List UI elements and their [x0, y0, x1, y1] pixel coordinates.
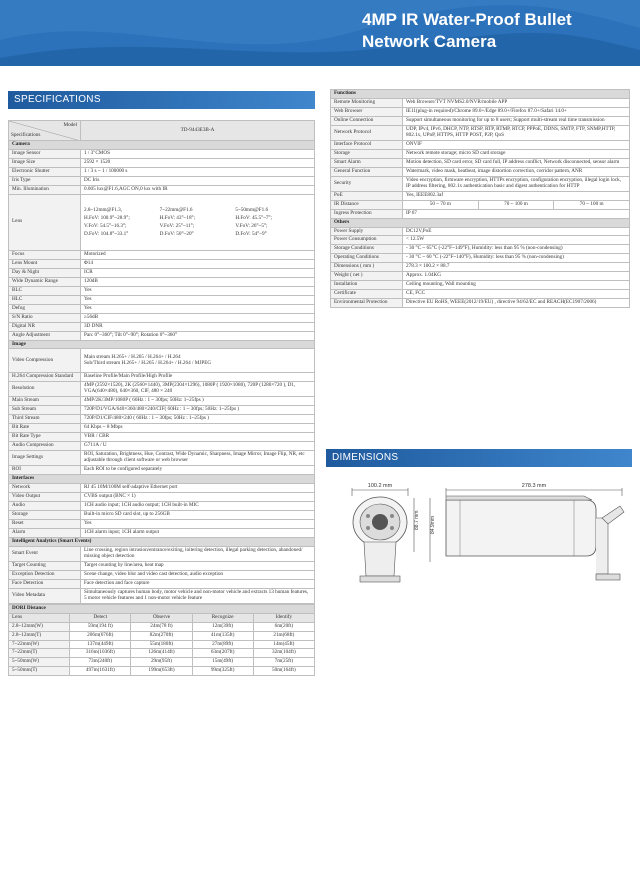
spec-row — [331, 263, 630, 272]
spec-key: Smart Alarm — [331, 158, 403, 167]
lens-option-2: 7~22mm@F1.6 H.FoV: 43°~18°; V.FoV: 25°~11°; D.FoV: 50°~20° — [159, 207, 196, 238]
dori-row — [9, 622, 315, 631]
spec-row — [331, 167, 630, 176]
spec-key: Weight ( net ) — [331, 272, 403, 281]
spec-key: Operating Conditions — [331, 254, 403, 263]
dori-row — [9, 658, 315, 667]
spec-row — [331, 272, 630, 281]
spec-value: 3D DNR — [81, 322, 315, 331]
spec-value: IE11(plug-in required)/Chrome 89.0+/Edge 89.0+/Firefox 87.0+/Safari 14.0+ — [403, 107, 630, 116]
spec-value: Line crossing, region intrusion/entrance/exiting, loitering detection, illegal parking detection, abandoned/ missing object detection — [81, 546, 315, 561]
spec-row — [331, 125, 630, 140]
spec-row — [9, 579, 315, 588]
header-banner — [0, 0, 640, 66]
spec-value: VBR / CBR — [81, 433, 315, 442]
interfaces-group: Interfaces — [9, 475, 315, 484]
spec-value: Yes — [81, 304, 315, 313]
ir-distance-1: 50 ~ 70 m — [403, 200, 479, 209]
spec-row — [9, 442, 315, 451]
dori-cell: 41m(135ft) — [192, 631, 253, 640]
spec-row — [331, 299, 630, 308]
spec-key: Environmental Protection — [331, 299, 403, 308]
spec-value: 1 / 3 s ~ 1 / 100000 s — [81, 167, 315, 176]
spec-key: Face Detection — [9, 579, 81, 588]
page-title: 4MP IR Water-Proof Bullet Network Camera — [362, 10, 572, 51]
spec-value: CE, FCC — [403, 290, 630, 299]
spec-value: Target counting by line/area, heat map — [81, 561, 315, 570]
dori-cell: 206m(676ft) — [70, 631, 131, 640]
spec-key: Bit Rate — [9, 424, 81, 433]
dori-cell: 24m(78 ft) — [131, 622, 192, 631]
spec-row — [9, 484, 315, 493]
dori-header-cell: Observe — [131, 613, 192, 622]
spec-key: Image Settings — [9, 451, 81, 466]
spec-row — [9, 466, 315, 475]
spec-value: ICR — [81, 268, 315, 277]
spec-row — [331, 140, 630, 149]
spec-value: 720P/D1/CIF/480×240 ( 60Hz : 1 ~ 30fps; 50Hz : 1~25fps ) — [81, 415, 315, 424]
spec-value: Watermark, video mask, heatbeat, image distortion correction, corridor pattern, ANR — [403, 167, 630, 176]
specifications-table — [8, 120, 315, 676]
dori-cell: 14m(45ft) — [253, 640, 314, 649]
spec-value: 0.005 lux@F1.6,AGC ON,0 lux with IR — [81, 185, 315, 194]
spec-key: Image Sensor — [9, 149, 81, 158]
camera-dimension-diagram — [334, 476, 630, 596]
dori-cell: 7~22mm(T) — [9, 649, 70, 658]
spec-row — [9, 158, 315, 167]
spec-value: Yes — [81, 286, 315, 295]
spec-key: Angle Adjustment — [9, 331, 81, 340]
spec-key: Sub Stream — [9, 406, 81, 415]
dori-row — [9, 631, 315, 640]
spec-row — [331, 254, 630, 263]
spec-value: Motorized — [81, 250, 315, 259]
spec-key: Lens Mount — [9, 259, 81, 268]
dori-cell: 199m(653ft) — [131, 667, 192, 676]
spec-row — [331, 98, 630, 107]
dori-header-cell: Recognize — [192, 613, 253, 622]
spec-value: RJ 45 10M/100M self-adaptive Ethernet port — [81, 484, 315, 493]
dori-cell: 2.8~12mm(W) — [9, 622, 70, 631]
spec-key: Security — [331, 176, 403, 191]
spec-key: Exception Detection — [9, 570, 81, 579]
spec-row — [331, 245, 630, 254]
spec-key: Remote Monitoring — [331, 98, 403, 107]
ir-distance-2: 70 ~ 100 m — [478, 200, 554, 209]
dori-cell: 5~50mm(W) — [9, 658, 70, 667]
width-dimension-label: 100.2 mm — [367, 483, 393, 489]
lens-option-1: 2.8~12mm@F1.3, H.FoV: 100.9°~28.9°; V.FoV: 54.5°~16.3°; D.FoV: 104.8°~33.1° — [84, 207, 130, 238]
dori-cell: 5~50mm(T) — [9, 667, 70, 676]
spec-row — [9, 167, 315, 176]
spec-key: Day & Night — [9, 268, 81, 277]
spec-row — [331, 236, 630, 245]
spec-key: Online Connection — [331, 116, 403, 125]
lens-value — [81, 194, 315, 250]
dori-cell: 21m(68ft) — [253, 631, 314, 640]
spec-key: S/N Ratio — [9, 313, 81, 322]
dori-cell: 99m(325ft) — [192, 667, 253, 676]
spec-value: Pan: 0°~360°; Tilt 0°~90°; Rotation 0°~360° — [81, 331, 315, 340]
spec-value: Scene change, video blur and video cast detection, audio exception — [81, 570, 315, 579]
spec-row — [9, 176, 315, 185]
spec-row — [9, 546, 315, 561]
spec-row — [331, 176, 630, 191]
functions-table — [330, 89, 630, 308]
spec-row — [9, 382, 315, 397]
spec-row — [9, 451, 315, 466]
dori-cell: 32m(104ft) — [253, 649, 314, 658]
dori-cell: 6m(20ft) — [253, 622, 314, 631]
spec-value: Φ14 — [81, 259, 315, 268]
spec-value: 120dB — [81, 277, 315, 286]
spec-row — [9, 149, 315, 158]
dori-cell: 50m(164ft) — [253, 667, 314, 676]
spec-value: Simultaneously captures human body, motor vehicle and non-motor vehicle and extracts 13 human features, 5 motor vehicle features and 1 non-motor vehicle feature — [81, 588, 315, 603]
spec-key: Image Size — [9, 158, 81, 167]
spec-key: Web Browser — [331, 107, 403, 116]
spec-value: DC Iris — [81, 176, 315, 185]
spec-row — [9, 415, 315, 424]
spec-value: Video encryption, firmware encryption, HTTPs encryption, configuration encryption, illegal login lock, IP address filtering, 802.1x authentication basic and digest authentication for HTTP — [403, 176, 630, 191]
spec-row — [9, 433, 315, 442]
spec-key: Defog — [9, 304, 81, 313]
spec-key: Third Stream — [9, 415, 81, 424]
spec-row — [9, 268, 315, 277]
model-header-cell: Model Specifications — [9, 121, 81, 141]
spec-key: HLC — [9, 295, 81, 304]
dori-cell: 137m(449ft) — [70, 640, 131, 649]
spec-row — [331, 107, 630, 116]
spec-value: 4MP (2592×1520), 2K (2560×1440), 3MP(2304×1296), 1080P ( 1920×1080), 720P (1280×720 ), D1, VGA(640×480), 640×360, CIF, 480 × 240 — [81, 382, 315, 397]
spec-value: 278.3 × 100.2 × 88.7 — [403, 263, 630, 272]
spec-key: Storage — [9, 510, 81, 519]
spec-row — [9, 295, 315, 304]
spec-row — [9, 588, 315, 603]
lens-label: Lens — [9, 194, 81, 250]
dori-header-cell: Detect — [70, 613, 131, 622]
dori-cell: 15m(49ft) — [192, 658, 253, 667]
video-compression-label: Video Compression — [9, 349, 81, 373]
spec-value: Yes — [81, 519, 315, 528]
length-dimension-label: 278.3 mm — [521, 483, 547, 489]
spec-key: Network — [9, 484, 81, 493]
camera-group: Camera — [9, 141, 315, 150]
spec-key: Focus — [9, 250, 81, 259]
spec-row — [9, 250, 315, 259]
dori-cell: 59m(194 ft) — [70, 622, 131, 631]
dori-cell: 55m(180ft) — [131, 640, 192, 649]
spec-row — [9, 373, 315, 382]
spec-key: Video Metadata — [9, 588, 81, 603]
dori-cell: 126m(414ft) — [131, 649, 192, 658]
spec-key: Resolution — [9, 382, 81, 397]
spec-value: - 30 °C ~ 60 °C (-22°F~140°F), Humidity: less than 95 % (non-condensing) — [403, 254, 630, 263]
dori-cell: 29m(95ft) — [131, 658, 192, 667]
spec-value: Yes, IEEE802.3af — [403, 191, 630, 200]
spec-key: Digital NR — [9, 322, 81, 331]
spec-row — [9, 277, 315, 286]
others-group: Others — [331, 218, 630, 227]
spec-key: Storage — [331, 149, 403, 158]
functions-group: Functions — [331, 90, 630, 99]
spec-value: Motion detection, SD card error, SD card full, IP address conflict, Network disconnected, sensor alarm — [403, 158, 630, 167]
spec-row — [331, 191, 630, 200]
spec-key: H.264 Compression Standard — [9, 373, 81, 382]
spec-key: Storage Conditions — [331, 245, 403, 254]
spec-value: Yes — [81, 295, 315, 304]
dori-cell: 73m(240ft) — [70, 658, 131, 667]
spec-row — [9, 424, 315, 433]
spec-value: Ceiling mounting, Wall mounting — [403, 281, 630, 290]
spec-value: UDP, IPv4, IPv6, DHCP, NTP, RTSP, RTP, RTMP, RTCP, PPPoE, DDNS, SMTP, FTP, SNMP,HTTP, 802.1x, UPnP, HTTPS, HTTP POST, P2P, QoS — [403, 125, 630, 140]
dori-cell: 316m(1036ft) — [70, 649, 131, 658]
spec-row — [9, 406, 315, 415]
spec-value: ≥56dB — [81, 313, 315, 322]
spec-value: IP 67 — [403, 209, 630, 218]
dori-header-cell: Identify — [253, 613, 314, 622]
spec-value: 64 Kbps ~ 8 Mbps — [81, 424, 315, 433]
spec-row — [9, 304, 315, 313]
spec-value: DC12V,PoE — [403, 227, 630, 236]
spec-row — [9, 397, 315, 406]
spec-key: BLC — [9, 286, 81, 295]
depth-dimension-label: 84.9mm — [430, 515, 436, 534]
ir-distance-3: 70 ~ 100 m — [554, 200, 630, 209]
spec-value: ROI, Saturation, Brightness, Hue, Contrast, Wide Dynamic, Sharpness, Image Mirror, Image Flip, NR, etc adjustable through client software or web browser — [81, 451, 315, 466]
spec-row — [9, 493, 315, 502]
dori-cell: 497m(1631ft) — [70, 667, 131, 676]
dori-cell: 7m(25ft) — [253, 658, 314, 667]
spec-row — [9, 185, 315, 194]
spec-row — [331, 209, 630, 218]
specifications-heading: SPECIFICATIONS — [8, 91, 315, 109]
spec-key: General Function — [331, 167, 403, 176]
spec-value: Directive EU RoHS, WEEE(2012/19/EU) , directive 94/62/EC and REACH(EC1907/2006) — [403, 299, 630, 308]
dimension-drawing — [334, 476, 630, 596]
spec-key: Wide Dynamic Range — [9, 277, 81, 286]
spec-row — [9, 322, 315, 331]
spec-key: Reset — [9, 519, 81, 528]
model-value: TD-9443E3B-A — [81, 121, 315, 141]
dori-row — [9, 649, 315, 658]
spec-key: Audio Compression — [9, 442, 81, 451]
dori-group: DORI Distance — [9, 604, 315, 613]
spec-value: 2592 × 1520 — [81, 158, 315, 167]
spec-key: Audio — [9, 502, 81, 511]
spec-value: < 12.5W — [403, 236, 630, 245]
spec-value: Network remote storage; micro SD card storage — [403, 149, 630, 158]
spec-value: 1CH audio input; 1CH audio output; 1CH built-in MIC — [81, 502, 315, 511]
spec-key: Ingress Protection — [331, 209, 403, 218]
dori-cell: 82m(270ft) — [131, 631, 192, 640]
spec-value: Built-in micro SD card slot, up to 256GB — [81, 510, 315, 519]
spec-value: ONVIF — [403, 140, 630, 149]
spec-key: Installation — [331, 281, 403, 290]
spec-row — [331, 149, 630, 158]
dori-cell: 2.8~12mm(T) — [9, 631, 70, 640]
dori-cell: 7~22mm(W) — [9, 640, 70, 649]
spec-key: Network Protocol — [331, 125, 403, 140]
spec-key: Min. Illumination — [9, 185, 81, 194]
spec-value: Support simultaneous monitoring for up to 8 users; Support multi-stream real time transmission — [403, 116, 630, 125]
spec-key: Certificate — [331, 290, 403, 299]
height-dimension-label: 88.7 mm — [414, 510, 420, 530]
spec-value: CVBS output (BNC × 1) — [81, 493, 315, 502]
video-compression-value: Main stream H.265+ / H.265 / H.264+ / H.264 Sub/Third stream H.265+ / H.265 / H.264+ / H.264 / MJPEG — [81, 349, 315, 373]
ir-distance-label: IR Distance — [331, 200, 403, 209]
spec-key: Bit Rate Type — [9, 433, 81, 442]
spec-row — [331, 281, 630, 290]
spec-row — [331, 158, 630, 167]
spec-row — [9, 561, 315, 570]
dori-cell: 63m(207ft) — [192, 649, 253, 658]
dori-cell: 12m(39ft) — [192, 622, 253, 631]
spec-key: Main Stream — [9, 397, 81, 406]
spec-row — [9, 313, 315, 322]
spec-key: Alarm — [9, 528, 81, 537]
spec-key: Interface Protocol — [331, 140, 403, 149]
dori-cell: 27m(89ft) — [192, 640, 253, 649]
spec-row — [9, 259, 315, 268]
spec-key: ROI — [9, 466, 81, 475]
spec-key: Smart Event — [9, 546, 81, 561]
spec-key: Electronic Shutter — [9, 167, 81, 176]
spec-row — [331, 290, 630, 299]
dori-header-cell: Lens — [9, 613, 70, 622]
dori-row — [9, 667, 315, 676]
lens-option-3: 5~50mm@F1.6 H.FoV: 45.5°~7°; V.FoV: 26°~5°; D.FoV: 54°~9° — [235, 207, 273, 238]
spec-key: Iris Type — [9, 176, 81, 185]
spec-key: Target Counting — [9, 561, 81, 570]
dimensions-heading: DIMENSIONS — [326, 449, 632, 467]
spec-value: Approx. 1.04KG — [403, 272, 630, 281]
spec-row — [9, 510, 315, 519]
spec-key: Power Supply — [331, 227, 403, 236]
spec-value: 720P/D1/VGA/640×360/480×240/CIF( 60Hz : 1 ~ 30fps; 50Hz: 1~25fps ) — [81, 406, 315, 415]
spec-key: Video Output — [9, 493, 81, 502]
spec-row — [9, 331, 315, 340]
spec-value: Baseline Profile/Main Profile/High Profile — [81, 373, 315, 382]
spec-key: Dimensions ( mm ) — [331, 263, 403, 272]
image-group: Image — [9, 340, 315, 349]
spec-row — [331, 227, 630, 236]
spec-value: Web Browser/TVT NVMS2.0/NVR/mobile APP — [403, 98, 630, 107]
spec-value: 1 / 3"CMOS — [81, 149, 315, 158]
spec-row — [331, 116, 630, 125]
spec-value: 1CH alarm input; 1CH alarm output — [81, 528, 315, 537]
analytics-group: Intelligent Analytics (Smart Events) — [9, 537, 315, 546]
spec-row — [9, 502, 315, 511]
spec-row — [9, 528, 315, 537]
spec-value: - 30 °C ~ 65°C (-22°F~149°F), Humidity: less than 95 % (non-condensing) — [403, 245, 630, 254]
spec-key: Power Consumption — [331, 236, 403, 245]
spec-value: G711A / U — [81, 442, 315, 451]
spec-value: Face detection and face capture — [81, 579, 315, 588]
spec-row — [9, 570, 315, 579]
spec-row — [9, 286, 315, 295]
spec-row — [9, 519, 315, 528]
spec-value: Each ROI to be configured separately — [81, 466, 315, 475]
dori-row — [9, 640, 315, 649]
spec-value: 4MP/2K/3MP/1080P ( 60Hz : 1 ~ 30fps; 50Hz: 1~25fps ) — [81, 397, 315, 406]
spec-key: PoE — [331, 191, 403, 200]
